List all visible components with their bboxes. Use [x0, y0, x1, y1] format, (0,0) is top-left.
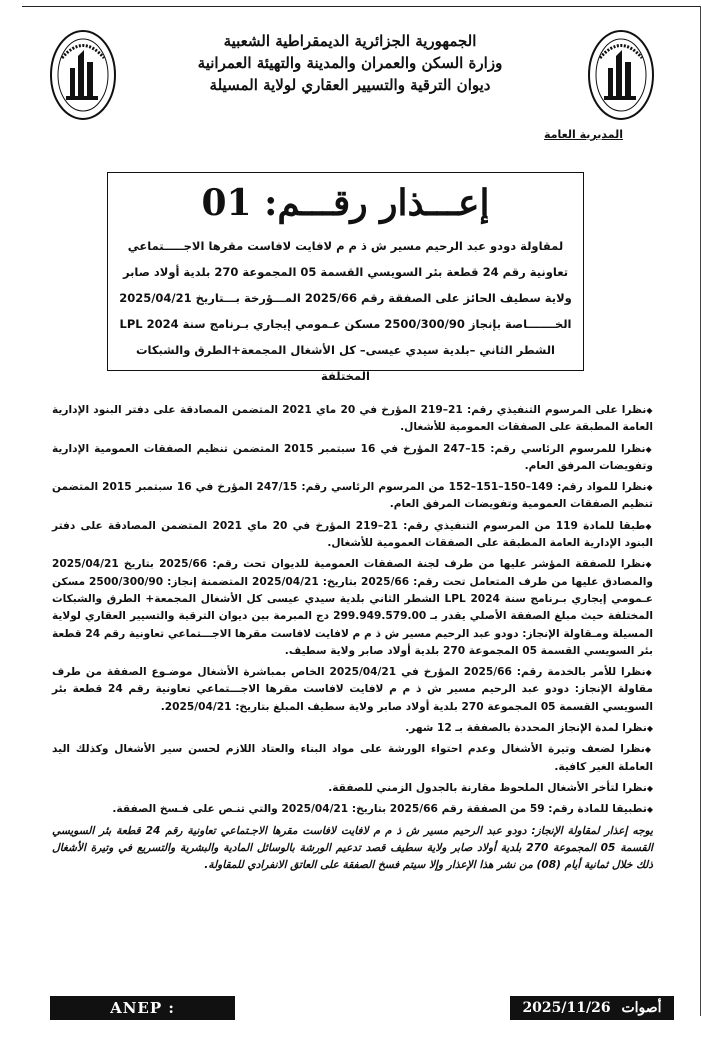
letterhead — [140, 30, 560, 96]
clause-2: ◆ نظرا للمرسوم الرئاسي رقم: 15–247 المؤرخ في 16 سبتمبر 2015 المتضمن تنظيم الصفقات العمومية الإدارية وتفويضات المرفق العام. — [52, 441, 653, 476]
clause-7: ◆ نظرا لمدة الإنجاز المحددة بالصفقة بـ 12 شهر. — [52, 720, 653, 737]
notice-body — [52, 402, 653, 878]
clause-5: ◆ نظرا للصفقة المؤشر عليها من طرف لجنة الصفقات العمومية للديوان تحت رقم: 2025/66 بتاريخ 2025/04/21 والمصادق عليها من طرف المتعامل تحت رقم: 2025/66 بتاريخ: 2025/04/21 المتضمنة إنجاز: 2500/300/90 مسكن عـمومي إيجاري بـرنامج سنة 2024 LPL الشطر الثاني بلدية سيدي عيسى كل الأشغال المجمعة+ الطرق والشبكات المختلفة حيث مبلغ الصفقة الأصلي يقدر بـ 299.949.579.00 دج المبرمة بين ديوان الترقية والتسيير العقاري لولاية المسيلة ومـقاولة الإنجاز: دودو عبد الرحيم مسير ش ذ م م لافايت لافاست مقرها الاجـــتماعي تعاونية رقم 24 قطعة بئر السويسي القسمة 05 المجموعة 270 بلدية أولاد صابر ولاية سطيف. — [52, 556, 653, 660]
opgi-emblem-left — [48, 28, 118, 123]
ministry-line: وزارة السكن والعمران والمدينة والتهيئة العمرانية — [197, 54, 503, 72]
anep-reference: ANEP : 2516036967 — [50, 996, 235, 1020]
notice-title-box — [107, 172, 584, 383]
notice-title: إعـــذار رقـــم: 01 — [201, 182, 490, 224]
publication-stamp — [510, 996, 674, 1020]
clause-8: ◆ نظرا لضعف وتيرة الأشغال وعدم احتواء الورشة على مواد البناء والعتاد اللازم لحسن سير الأشغال وكذلك اليد العاملة الغير كافية. — [52, 741, 653, 776]
directorate-label: المديرية العامة — [544, 128, 623, 141]
publication-date: 2025/11/26 — [522, 1000, 611, 1016]
frame-top-rule — [22, 6, 701, 7]
republic-line: الجمهورية الجزائرية الديمقراطية الشعبية — [223, 32, 477, 50]
clause-1: ◆ نظرا على المرسوم التنفيذي رقم: 21–219 المؤرخ في 20 ماي 2021 المتضمن المصادقة على دفتر البنود الإدارية العامة المطبقة على الصفقات العمومية للأشغال. — [52, 402, 653, 437]
notice-subject: لمقاولة دودو عبد الرحيم مسير ش ذ م م لافايت لافاست مقرها الاجـــــتماعي تعاونية رقم 24 قطعة بئر السويسي القسمة 05 المجموعة 270 بلدية أولاد صابر ولاية سطيف الحائز على الصفقة رقم 2025/66 المـــؤرخة بـــتاريخ 2025/04/21 الخـــــــاصة بإنجاز 2500/300/90 مسكن عـمومي إيجاري بـرنامج سنة 2024 LPL الشطر الثاني –بلدية سيدي عيسى– كل الأشغال المجمعة+الطرق والشبكات المختلفة — [119, 239, 572, 383]
closing-paragraph: يوجه إعذار لمقاولة الإنجاز: دودو عبد الرحيم مسير ش ذ م م لافايت لافاست مقرها الاجـتماعي تعاونية رقم 24 قطعة بئر السويسي القسمة 05 المجموعة 270 بلدية أولاد صابر ولاية سطيف قصد تدعيم الورشة بالوسائل المادية والبشرية والتسريع في وتيرة الأشغال ذلك خلال ثمانية أيام (08) من نشر هذا الإعذار وإلا سيتم فسخ الصفقة على العاتق الانفرادي للمقاولة. — [52, 824, 653, 872]
clause-3: ◆ نظرا للمواد رقم: 149–150–151–152 من المرسوم الرئاسي رقم: 247/15 المؤرخ في 16 سبتمبر 2015 المتضمن تنظيم الصفقات العمومية وتفويضات المرفق العام. — [52, 479, 653, 514]
clause-10: ◆ تطبيقا للمادة رقم: 59 من الصفقة رقم 2025/66 بتاريخ: 2025/04/21 والتي تنـص على فـسخ الصفقة. — [52, 801, 653, 818]
clause-4: ◆ طبقا للمادة 119 من المرسوم التنفيذي رقم: 21–219 المؤرخ في 20 ماي 2021 المتضمن المصادقة على دفتر البنود الإدارية العامة المطبقة على الصفقات العمومية للأشغال. — [52, 518, 653, 553]
office-line: ديوان الترقية والتسيير العقاري لولاية المسيلة — [209, 76, 491, 94]
clause-6: ◆ نظرا للأمر بالخدمة رقم: 2025/66 المؤرخ في 2025/04/21 الخاص بمباشرة الأشغال موضـوع الصفقة من طرف مقاولة الإنجاز: دودو عبد الرحيم مسير ش ذ م م لافايت لافاست مقرها الاجـــتماعي تعاونية رقم 24 قطعة بئر السويسي القسمة 05 المجموعة 270 بلدية أولاد صابر ولاية سطيف المبلغ بتاريخ: 2025/04/21. — [52, 664, 653, 716]
newspaper-name: أصوات — [621, 1000, 662, 1016]
clause-9: ◆ نظرا لتأخر الأشغال الملحوظ مقارنة بالجدول الزمني للصفقة. — [52, 780, 653, 797]
opgi-emblem-right — [586, 28, 656, 123]
